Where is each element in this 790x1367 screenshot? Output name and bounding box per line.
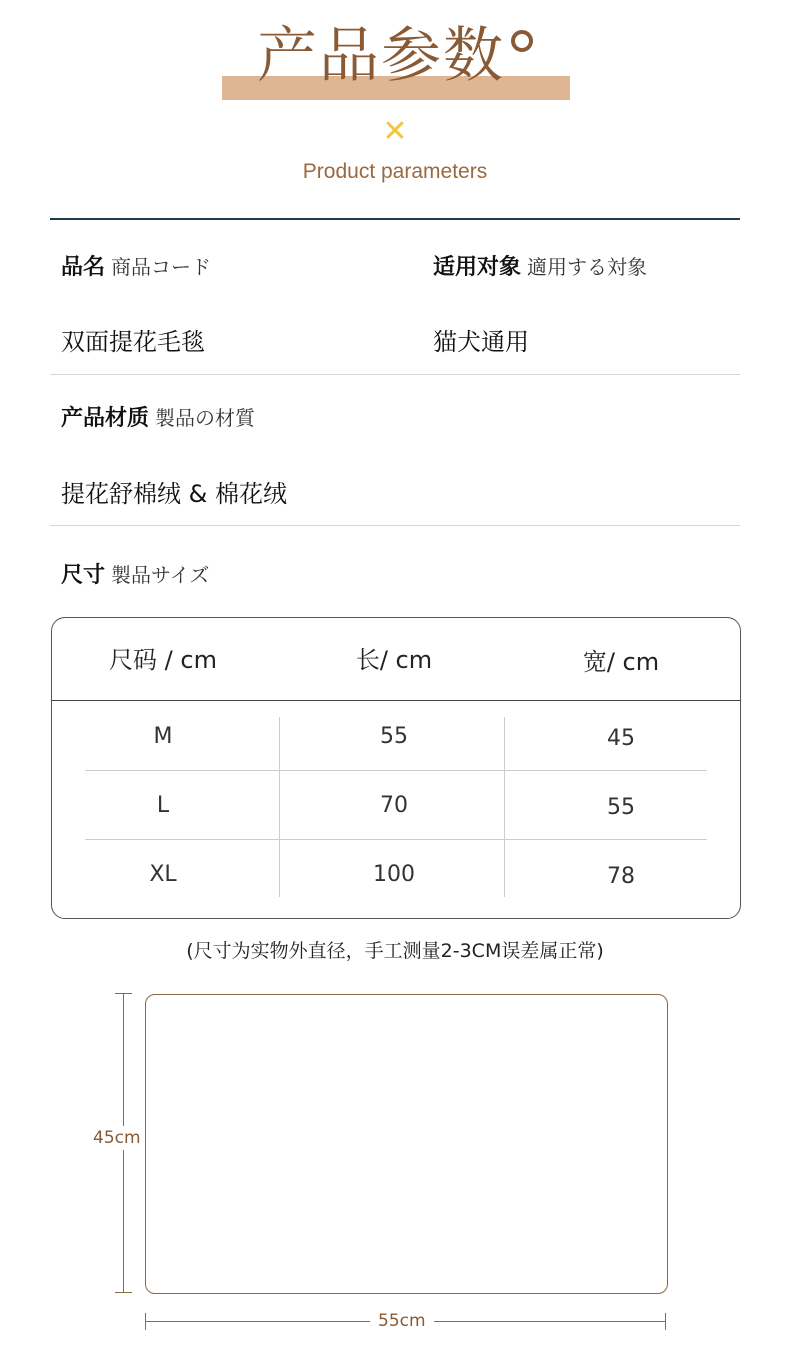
target-sublabel: 適用する対象 — [527, 255, 648, 279]
measurement-note: (尺寸为实物外直径，手工测量2-3CM误差属正常) — [186, 940, 604, 962]
target-value: 猫犬通用 — [433, 328, 529, 356]
table-cell-length: 100 — [373, 862, 415, 887]
table-cell-width: 45 — [607, 726, 635, 751]
width-dimension-label: 55cm — [370, 1311, 434, 1331]
table-column-divider — [504, 717, 505, 897]
table-cell-width: 55 — [607, 795, 635, 820]
page-subtitle: Product parameters — [302, 160, 488, 183]
cross-icon: ✕ — [382, 114, 408, 149]
height-dimension-cap — [115, 993, 132, 994]
table-column-divider — [279, 717, 280, 897]
table-cell-width: 78 — [607, 864, 635, 889]
width-dimension-cap — [145, 1313, 146, 1330]
table-header-width: 宽/ cm — [582, 648, 660, 676]
material-sublabel: 製品の材質 — [155, 406, 256, 430]
blanket-outline-diagram — [145, 994, 668, 1294]
table-row-divider — [85, 770, 707, 771]
product-name-sublabel: 商品コード — [111, 255, 212, 279]
table-cell-size: XL — [149, 862, 177, 887]
circle-decoration-icon — [511, 30, 533, 52]
product-name-label: 品名 商品コード — [61, 255, 212, 280]
table-cell-size: L — [156, 793, 170, 818]
table-header-length: 长/ cm — [355, 646, 433, 674]
header-divider — [50, 218, 740, 220]
width-dimension-cap — [665, 1313, 666, 1330]
size-label: 尺寸 製品サイズ — [61, 563, 210, 588]
target-label: 适用对象 適用する対象 — [433, 255, 648, 280]
page-title: 产品参数 — [0, 20, 790, 92]
height-dimension-cap — [115, 1292, 132, 1293]
material-value: 提花舒棉绒 & 棉花绒 — [61, 480, 287, 508]
material-label: 产品材质 製品の材質 — [61, 406, 256, 431]
height-dimension-label: 45cm — [93, 1128, 141, 1148]
table-cell-length: 70 — [380, 793, 408, 818]
table-row-divider — [85, 839, 707, 840]
section-divider — [50, 525, 740, 526]
table-header-divider — [52, 700, 740, 701]
section-divider — [50, 374, 740, 375]
product-name-value: 双面提花毛毯 — [61, 328, 205, 356]
size-sublabel: 製品サイズ — [111, 563, 210, 587]
table-cell-size: M — [153, 724, 173, 749]
table-header-size: 尺码 / cm — [109, 646, 217, 674]
table-cell-length: 55 — [380, 724, 408, 749]
